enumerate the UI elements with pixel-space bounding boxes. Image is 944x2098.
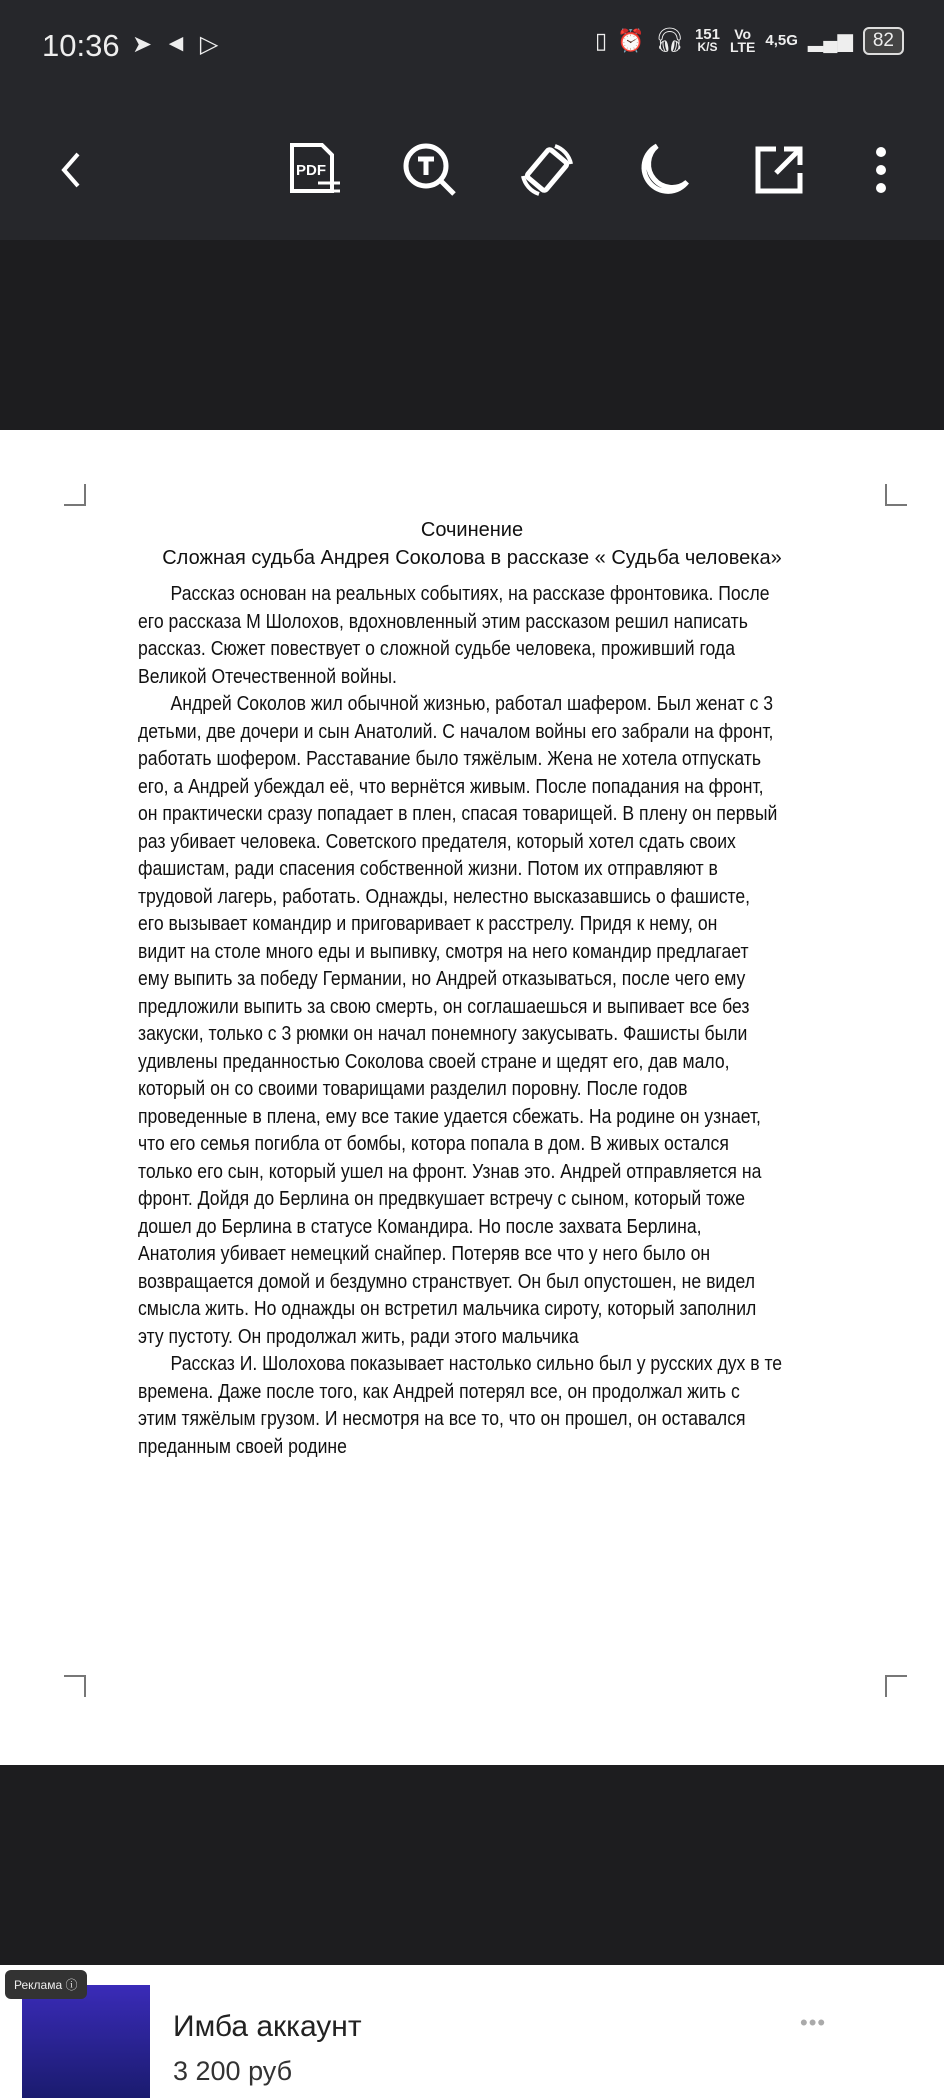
text-line: только его сын, который ушел на фронт. Узнав это. Андрей отправляется на [138, 1160, 762, 1183]
network-type: 4,5G [765, 32, 798, 49]
margin-corner-mark [64, 1675, 86, 1697]
top-bar [0, 0, 944, 240]
text-line: детьми, две дочери и сын Анатолий. С началом войны его забрали на фронт, [138, 720, 774, 743]
ad-title[interactable]: Имба аккаунт [173, 2010, 362, 2043]
more-icon [874, 145, 888, 195]
text-line: который он со своими товарищами разделил поровну. После годов [138, 1078, 688, 1100]
alarm-icon: ⏰ [617, 27, 645, 53]
text-line: его, а Андрей убеждал её, что вернётся живым. После попадания на фронт, [138, 775, 764, 798]
text-line: возвращается домой и бездумно странствует. Он был опустошен, не видел [138, 1270, 755, 1293]
text-line: раз убивает человека. Советского предателя, который хотел сдать своих [138, 830, 736, 853]
text-line: проведенные в плена, ему все такие удается сбежать. На родине он узнает, [138, 1105, 761, 1128]
document-body [138, 581, 842, 1461]
text-line: его рассказа М Шолохов, вдохновленный этим рассказом решил написать [138, 610, 748, 633]
notification-icons [132, 30, 218, 59]
share-button[interactable] [752, 143, 806, 197]
night-mode-icon [635, 142, 689, 198]
text-line: дошел до Берлина в статусе Командира. Но после захвата Берлина, [138, 1215, 702, 1238]
ad-thumbnail[interactable] [22, 1985, 150, 2098]
lte-label: LTE [729, 38, 756, 55]
ad-label-text: Реклама [14, 1978, 63, 1992]
back-button[interactable] [44, 143, 98, 197]
margin-corner-mark [885, 484, 907, 506]
ad-more-button[interactable]: ••• [800, 2010, 827, 2035]
ad-price: 3 200 руб [173, 2056, 293, 2086]
text-line: Великой Отечественной войны. [138, 665, 397, 688]
document-subtitle: Сложная судьба Андрея Соколова в рассказе « Судьба человека» [162, 547, 782, 569]
rotate-button[interactable] [519, 143, 573, 197]
text-line: его вызывает командир и приговаривает к расстрелу. Придя к нему, он [138, 913, 718, 935]
text-line: рассказ. Сюжет повествует о сложной судьбе человека, проживший года [138, 638, 735, 660]
telegram-icon: ◄ [164, 30, 188, 57]
text-line: он практически сразу попадает в плен, спасая товарищей. В плену он первый [138, 803, 778, 825]
text-line: времена. Даже после того, как Андрей потерял все, он продолжал жить с [138, 1380, 740, 1403]
info-icon: ⓘ [65, 1978, 78, 1992]
text-line: преданным своей родине [138, 1435, 347, 1458]
text-line: предложили выпить за свою смерть, он соглашаешься и выпивает все без [138, 995, 750, 1018]
pdf-convert-button[interactable] [288, 143, 342, 197]
margin-corner-mark [885, 1675, 907, 1697]
text-line: закуски, только с 3 рюмки он начал понемногу закусывать. Фашисты были [138, 1023, 748, 1045]
text-line: Анатолия убивает немецкий снайпер. Потеряв все что у него было он [138, 1243, 711, 1265]
vibrate-icon: ▯ [594, 27, 608, 53]
text-line: Рассказ И. Шолохова показывает настолько сильно был у русских дух в те [170, 1353, 783, 1375]
text-line: смысла жить. Но однажды он встретил мальчика сироту, который заполнил [138, 1298, 757, 1320]
volte-label: Vo [734, 25, 752, 42]
svg-text:PDF: PDF [296, 162, 326, 179]
margin-corner-mark [64, 484, 86, 506]
net-unit: K/S [697, 39, 718, 54]
text-line: работать шофером. Расставание было тяжёлым. Жена не хотела отпускать [138, 748, 762, 770]
text-line: Андрей Соколов жил обычной жизнью, работал шафером. Был женат с 3 [170, 693, 774, 715]
status-time: 10:36 [42, 28, 120, 63]
back-icon [56, 150, 86, 190]
text-line: эту пустоту. Он продолжал жить, ради этого мальчика [138, 1325, 579, 1348]
text-line: трудовой лагерь, работать. Однажды, нелестно высказавшись о фашисте, [138, 885, 751, 908]
headphones-icon: 🎧︎ [654, 27, 685, 54]
text-line: что его семья погибла от бомбы, котора попала в дом. В живых остался [138, 1133, 729, 1155]
text-line: Рассказ основан на реальных событиях, на рассказе фронтовика. После [170, 583, 770, 605]
text-line: фашистам, ради спасения собственной жизни. Потом их отправляют в [138, 858, 718, 880]
more-button[interactable] [854, 143, 908, 197]
signal-icon: ▂▄▆ [807, 30, 853, 52]
status-right [595, 26, 904, 55]
text-line: удивлены преданностью Соколова своей стране и щедят его, дав мало, [138, 1050, 730, 1073]
net-speed: 151 [694, 25, 720, 43]
rotate-icon [519, 142, 573, 198]
text-line: видит на столе много еды и выпивку, смотря на него командир предлагает [138, 940, 749, 963]
text-search-button[interactable] [402, 143, 456, 197]
text-line: этим тяжёлым грузом. И несмотря на все то, что он прошел, он оставался [138, 1408, 746, 1430]
text-line: фронт. Дойдя до Берлина он предвкушает встречу с сыном, который тоже [138, 1188, 746, 1210]
share-icon [754, 145, 804, 195]
telegram-icon: ➤ [132, 31, 153, 58]
text-line: ему выпить за победу Германии, но Андрей отказываться, после чего ему [138, 968, 746, 990]
night-mode-button[interactable] [635, 143, 689, 197]
ad-label[interactable] [5, 1970, 87, 1999]
pdf-convert-icon [288, 143, 342, 197]
text-search-icon [402, 142, 456, 198]
document-title: Сочинение [420, 519, 524, 541]
battery-indicator: 82 [863, 27, 904, 55]
viewer-background [0, 240, 944, 430]
play-store-icon: ▷ [199, 31, 219, 58]
